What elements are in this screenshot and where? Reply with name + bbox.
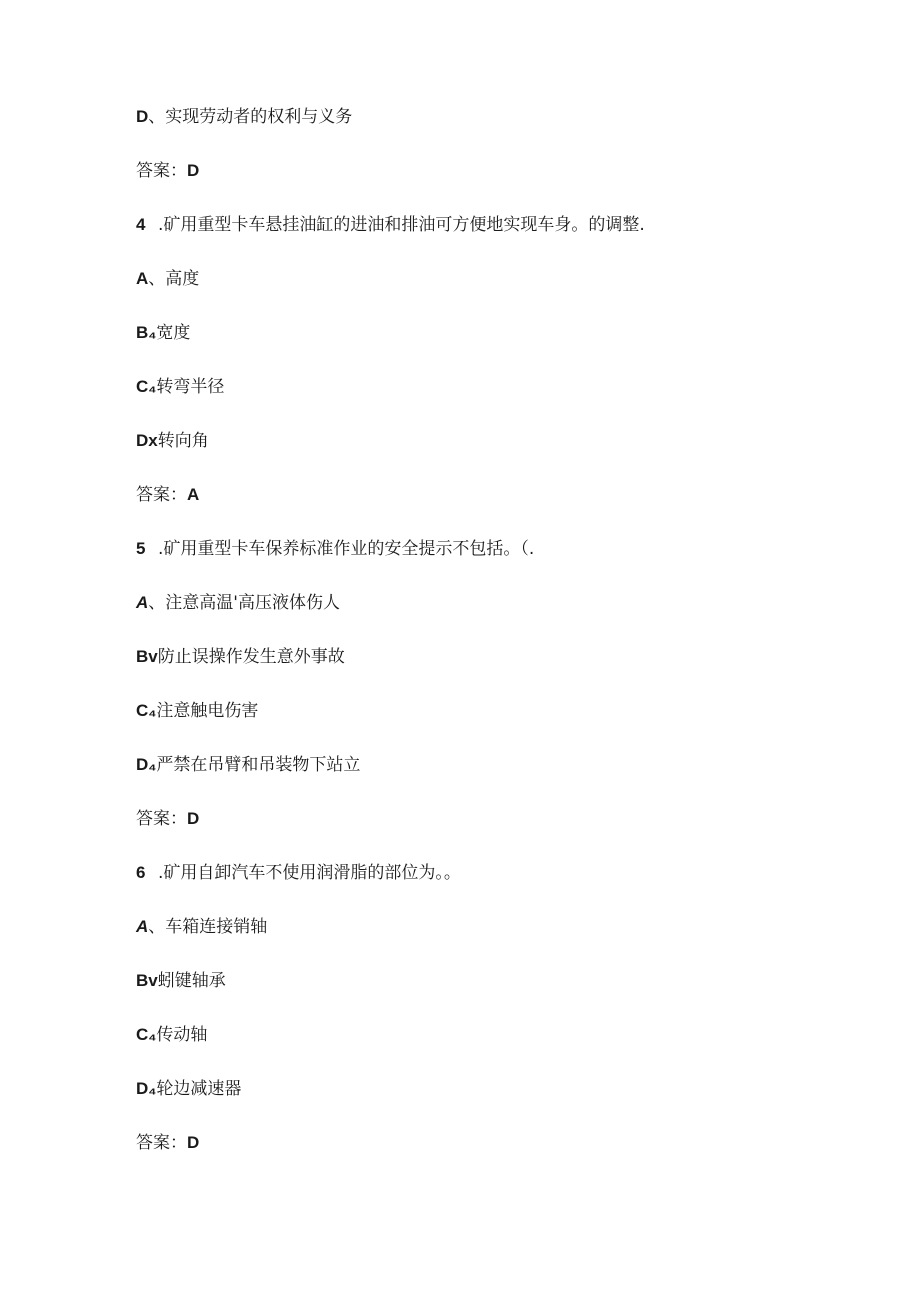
option-line xyxy=(136,106,352,128)
option-prefix: D₄ xyxy=(136,1079,157,1098)
option-line xyxy=(136,754,360,776)
question-line xyxy=(136,862,461,884)
option-line xyxy=(136,1024,207,1046)
answer-line xyxy=(136,808,199,830)
option-prefix: A xyxy=(136,269,149,288)
option-prefix: Bv xyxy=(136,647,158,666)
option-text: 防止误操作发生意外事故 xyxy=(157,647,345,667)
option-line xyxy=(136,430,209,452)
option-line xyxy=(136,970,226,992)
question-line xyxy=(136,214,645,236)
option-prefix: C₄ xyxy=(136,1025,157,1044)
option-prefix: Dx xyxy=(136,431,158,450)
option-prefix: C₄ xyxy=(136,701,157,720)
option-text: 转弯半径 xyxy=(156,377,225,397)
option-text: 轮边减速器 xyxy=(156,1079,242,1099)
option-text: 宽度 xyxy=(156,323,191,343)
option-text: 严禁在吊臂和吊装物下站立 xyxy=(156,755,361,775)
answer-line xyxy=(136,484,199,506)
option-line xyxy=(136,376,224,398)
option-prefix: D xyxy=(136,107,149,126)
option-text: 蚓键轴承 xyxy=(157,971,226,991)
answer-line xyxy=(136,160,199,182)
question-text: .矿用自卸汽车不使用润滑脂的部位为。。 xyxy=(158,863,461,883)
option-line xyxy=(136,646,345,668)
answer-value: D xyxy=(187,161,200,180)
option-line xyxy=(136,322,190,344)
option-text: 、车箱连接销轴 xyxy=(148,917,268,937)
option-text: 、高度 xyxy=(148,269,200,289)
option-text: 转向角 xyxy=(157,431,209,451)
option-prefix: Bv xyxy=(136,971,158,990)
question-text: .矿用重型卡车悬挂油缸的进油和排油可方便地实现车身。的调整. xyxy=(158,215,645,235)
answer-value: D xyxy=(187,809,200,828)
option-text: 传动轴 xyxy=(156,1025,208,1045)
option-text: 、实现劳动者的权利与义务 xyxy=(148,107,353,127)
option-prefix: B₄ xyxy=(136,323,157,342)
answer-value: D xyxy=(187,1133,200,1152)
option-line xyxy=(136,592,340,614)
option-prefix: C₄ xyxy=(136,377,157,396)
question-line xyxy=(136,538,534,560)
option-prefix: D₄ xyxy=(136,755,157,774)
answer-label: 答案： xyxy=(136,161,187,181)
answer-label: 答案： xyxy=(136,1133,187,1153)
question-text: .矿用重型卡车保养标准作业的安全提示不包括。（. xyxy=(158,539,535,559)
option-prefix: A xyxy=(136,917,149,936)
option-prefix: A xyxy=(136,593,149,612)
option-line xyxy=(136,700,258,722)
question-number: 5 xyxy=(136,539,146,558)
option-line xyxy=(136,1078,241,1100)
option-line xyxy=(136,268,199,290)
option-text: 注意触电伤害 xyxy=(156,701,259,721)
question-number: 6 xyxy=(136,863,146,882)
answer-value: A xyxy=(187,485,200,504)
option-line xyxy=(136,916,267,938)
answer-line xyxy=(136,1132,199,1154)
question-number: 4 xyxy=(136,215,146,234)
answer-label: 答案： xyxy=(136,809,187,829)
answer-label: 答案： xyxy=(136,485,187,505)
option-text: 、注意高温'高压液体伤人 xyxy=(148,593,340,613)
